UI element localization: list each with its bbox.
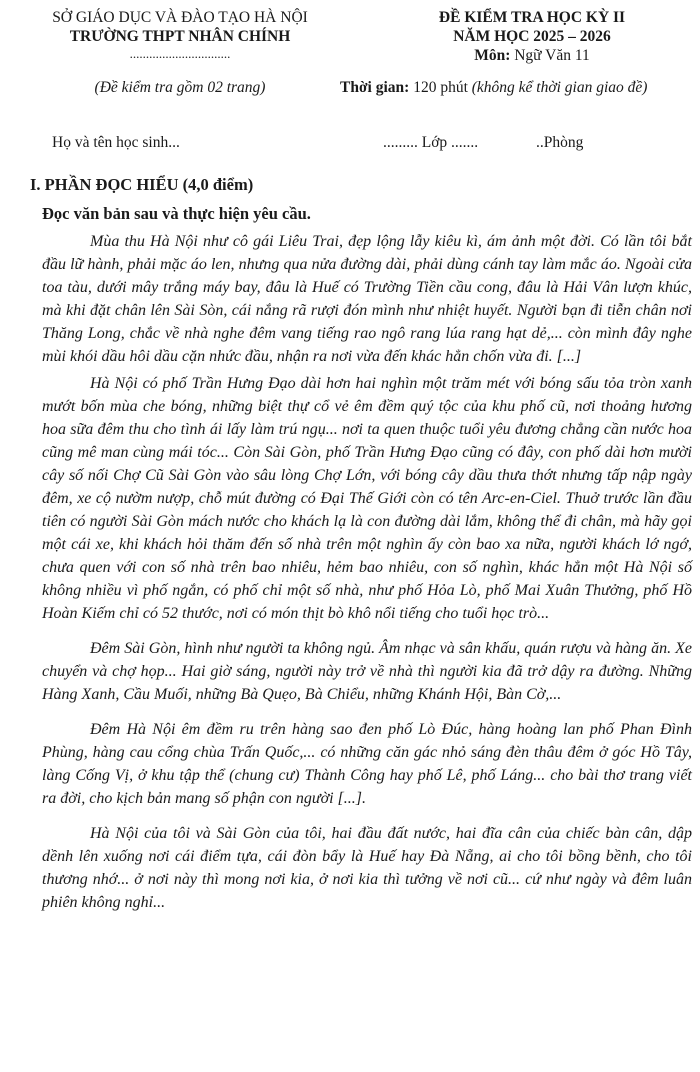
passage-paragraph: Hà Nội có phố Trần Hưng Đạo dài hơn hai nghìn một trăm mét với bóng sấu tỏa tròn xanh mướt bốn mùa che bóng, những biệt thự cổ vẻ êm đềm quý tộc của khu phố cũ, nơi thoảng hương hoa sữa đêm thu cho tình ái lấy làm trú ngụ... nơi ta quen thuộc tuổi yêu đương chẳng cần nước hoa cũng mê man cùng mái tóc... Còn Sài Gòn, phố Trần Hưng Đạo cũng có đây, con phố dài hơn mười cây số nối Chợ Cũ Sài Gòn vào sâu lòng Chợ Lớn, với bóng cây dầu thưa thớt nhưng tấp nập ngày đêm, xe cộ nườm nượp, chỗ mút đường có Đại Thế Giới còn có tên Arc-en-Ciel. Thuở trước lần đầu tiên có người Sài Gòn mách nước cho khách lạ là con đường dài lắm, không thể đi chân, mà hãy gọi một cái xe, khi khách hỏi thăm đến số nhà trên một nghìn ấy còn bao xa nữa, người khách lớ ngớ, chưa quen với con số nhà trên bao nhiêu, hẻm bao nhiêu, con số nghìn, khác hẳn một Hà Nội số không nhiều vì phố ngắn, có phố chỉ một số nhà, như phố Hỏa Lò, phố Mai Xuân Thưởng, phố Hồ Hoàn Kiếm chỉ có 52 thước, nơi có món thịt bò khô nổi tiếng cho tuổi học trò... — [42, 375, 692, 622]
time-note: (không kể thời gian giao đề) — [471, 79, 648, 96]
subject-line — [372, 46, 692, 65]
header-right — [372, 8, 692, 65]
section-title: I. PHẦN ĐỌC HIỂU (4,0 điểm) — [30, 175, 254, 194]
room-field[interactable]: ..Phòng — [536, 134, 584, 151]
reading-passage — [42, 230, 692, 914]
school-dots: ............................... — [129, 46, 231, 61]
pages-note: (Đề kiểm tra gồm 02 trang) — [94, 79, 266, 96]
student-info-row — [0, 134, 700, 156]
time-line — [340, 79, 647, 97]
passage-paragraph: Đêm Hà Nội êm đềm ru trên hàng sao đen phố Lò Đúc, hàng hoàng lan phố Phan Đình Phùng, hàng cau cổng chùa Trấn Quốc,... có những căn gác nhỏ sáng đèn thâu đêm ở góc Hồ Tây, làng Cống Vị, ở khu tập thể (chung cư) Thành Công hay phố Lê, phố Láng... cho bài thơ trang viết ra đời, cho kịch bản mang số phận con người [...]. — [42, 721, 692, 807]
exam-title: ĐỀ KIỂM TRA HỌC KỲ II — [438, 9, 626, 26]
header-left — [10, 8, 350, 62]
passage-paragraph: Hà Nội của tôi và Sài Gòn của tôi, hai đầu đất nước, hai đĩa cân của chiếc bàn cân, dập dềnh lên xuống nơi cái điểm tựa, cái đòn bẩy là Huế hay Đà Nẵng, ai cho tôi bồng bềnh, cho tôi thương nhớ... ở nơi này thì mong nơi kia, ở nơi kia thì tưởng về nơi cũ... cứ như ngày và đêm luân phiên không nghỉ... — [42, 825, 692, 911]
ministry-name: SỞ GIÁO DỤC VÀ ĐÀO TẠO HÀ NỘI — [52, 9, 308, 26]
class-field[interactable]: ......... Lớp ....... — [383, 134, 479, 151]
time-label: Thời gian: — [340, 79, 410, 96]
school-year: NĂM HỌC 2025 – 2026 — [453, 28, 611, 45]
passage-paragraph: Mùa thu Hà Nội như cô gái Liêu Trai, đẹp lộng lẫy kiêu kì, ám ảnh một đời. Có lần tôi bắt đầu lữ hành, phải mặc áo len, nhưng qua nửa đường dài, phải dùng cánh tay làm mắc áo. Ngoài cửa toa tàu, dưới mây trắng máy bay, đâu là Huế có Trường Tiền cầu cong, đâu là Hải Vân lượn khúc, mà khi đặt chân lên Sài Sòn, cái nắng rã rượi đón mình như nhiệt huyết. Người bạn đi tiễn chân nơi Thăng Long, chắc về nhà nghe đêm vang tiếng rao ngô rang lúa rang hạt dẻ,... còn mình đây nghe mùi khói dầu hôi dầu cặn nhức đầu, nhận ra nơi vừa đến khác hẳn chốn vừa đi. [...] — [42, 233, 692, 365]
subject-label: Môn: — [474, 47, 511, 64]
time-value: 120 phút — [413, 79, 468, 96]
school-name: TRƯỜNG THPT NHÂN CHÍNH — [69, 28, 291, 45]
passage-paragraph: Đêm Sài Gòn, hình như người ta không ngủ. Âm nhạc và sân khấu, quán rượu và hàng ăn. Xe chuyển và chợ họp... Hai giờ sáng, người này trở về nhà thì người kia đã trở dậy ra đường. Những Hàng Xanh, Cầu Muối, những Bà Quẹo, Bà Chiểu, những Khánh Hội, Bàn Cờ,... — [42, 640, 692, 703]
section-instruction: Đọc văn bản sau và thực hiện yêu cầu. — [42, 204, 311, 223]
student-name-field[interactable]: Họ và tên học sinh... — [52, 134, 180, 151]
subject-value: Ngữ Văn 11 — [514, 47, 590, 64]
